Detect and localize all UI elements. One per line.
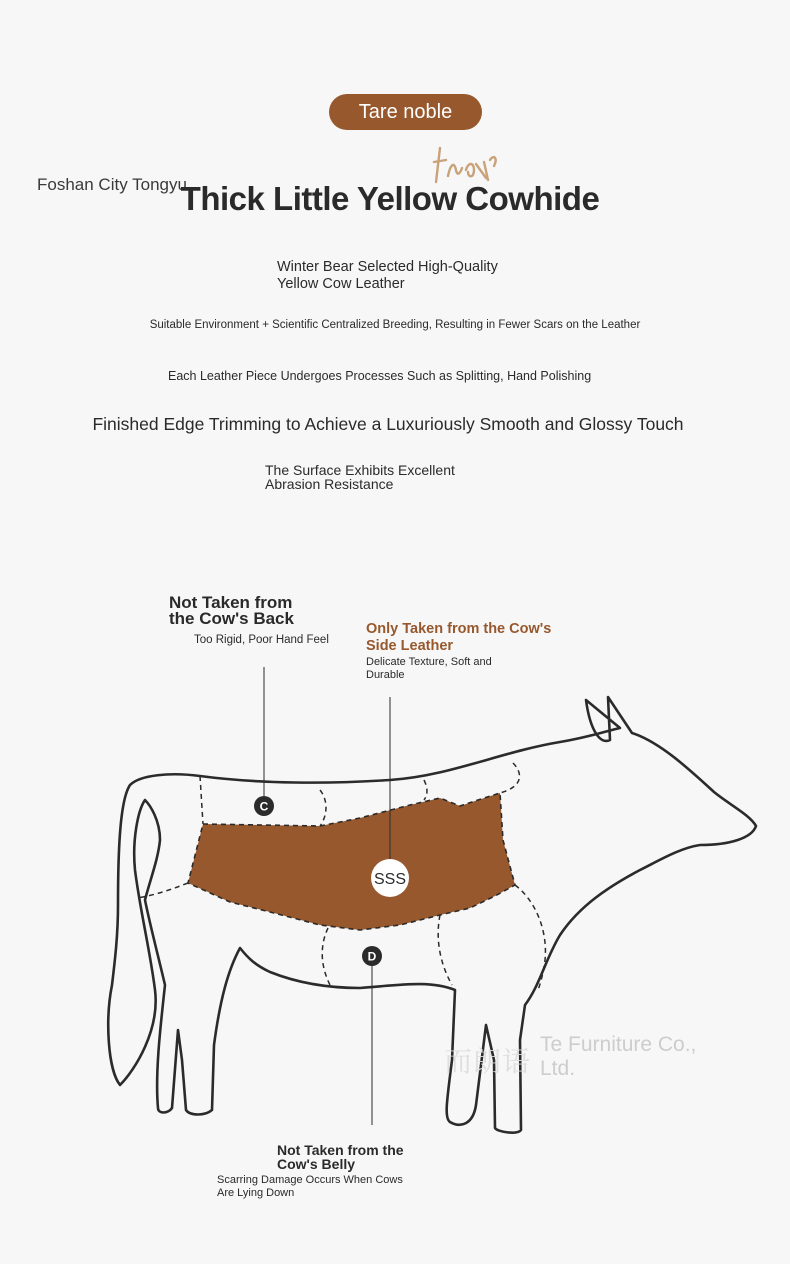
feature-line-1b: Yellow Cow Leather (277, 276, 405, 292)
marker-d (362, 946, 382, 966)
marker-d-label: D (367, 949, 377, 964)
belly-title-a: Not Taken from the (277, 1142, 404, 1158)
side-title-b: Side Leather (366, 638, 454, 654)
back-cut-line (200, 776, 203, 824)
back-title-b: the Cow's Back (169, 609, 294, 628)
belly-cut-line-left (322, 928, 330, 985)
belly-cut-line-right (438, 915, 452, 985)
feature-line-5a: The Surface Exhibits Excellent (265, 462, 455, 478)
feature-line-5b: Abrasion Resistance (265, 476, 394, 492)
belly-desc-b: Are Lying Down (217, 1187, 295, 1199)
feature-text-4: Finished Edge Trimming to Achieve a Luxuriously Smooth and Glossy Touch (92, 414, 684, 434)
hip-dash (424, 780, 427, 800)
marker-c (254, 796, 274, 816)
belly-desc-a: Scarring Damage Occurs When Cows (217, 1174, 403, 1186)
belly-title-b: Cow's Belly (277, 1156, 356, 1172)
shoulder-cut-line (320, 790, 326, 826)
feature-text-2: Suitable Environment + Scientific Centralized Breeding, Resulting in Fewer Scars on the Leather (149, 319, 641, 331)
watermark-en (540, 1033, 696, 1081)
feature-line-1a: Winter Bear Selected High-Quality (277, 259, 498, 275)
back-annotation-desc: Too Rigid, Poor Hand Feel (194, 634, 329, 646)
side-desc-b: Durable (366, 669, 405, 681)
back-title-a: Not Taken from (169, 593, 293, 612)
marker-sss (371, 859, 409, 897)
marker-sss-label: SSS (373, 871, 407, 888)
neck-cut-line (500, 763, 520, 793)
watermark-en-a: Te Furniture Co., (540, 1033, 697, 1056)
side-leather-region (188, 793, 515, 930)
side-desc-a: Delicate Texture, Soft and (366, 656, 492, 668)
side-title-a: Only Taken from the Cow's (366, 621, 552, 637)
marker-c-label: C (259, 799, 269, 814)
feature-text-3: Each Leather Piece Undergoes Processes Such as Splitting, Hand Polishing (168, 369, 592, 383)
brand-pill: Tare noble (329, 94, 482, 130)
watermark-en-b: Ltd. (540, 1057, 576, 1080)
watermark-cn: 而朗语 (444, 1045, 532, 1078)
company-name-left: Foshan City Tongyu (37, 175, 187, 194)
page-title: Thick Little Yellow Cowhide (180, 180, 600, 217)
hind-cut-line (137, 883, 188, 898)
